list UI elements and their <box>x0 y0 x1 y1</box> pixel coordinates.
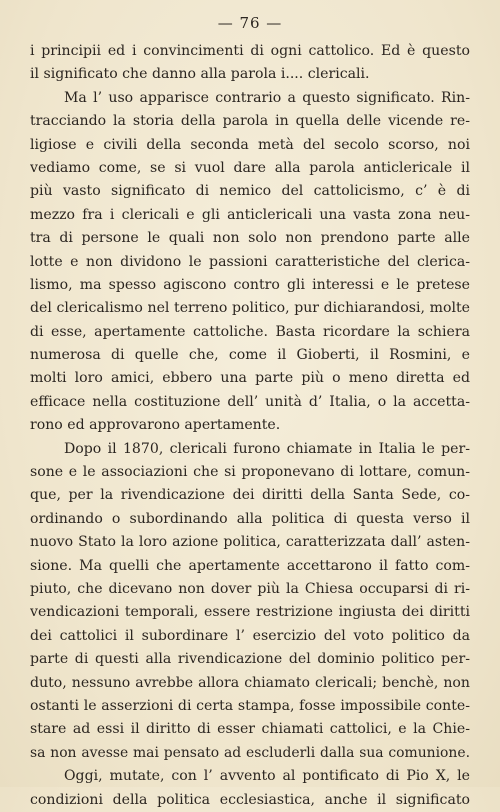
text-line: sone e le associazioni che si proponevano di lottare, comun- <box>30 464 470 481</box>
text-line: rono ed approvarono apertamente. <box>30 417 281 434</box>
text-line: sione. Ma quelli che apertamente accettarono il fatto com- <box>30 557 470 574</box>
text-line: il significato che danno alla parola i.... clericali. <box>30 66 370 83</box>
text-line: ordinando o subordinando alla politica di questa verso il <box>30 510 470 527</box>
text-line: stare ad essi il diritto di esser chiamati cattolici, e la Chie- <box>30 721 470 738</box>
text-line: tracciando la storia della parola in quella delle vicende re- <box>30 113 470 130</box>
text-line: lismo, ma spesso agiscono contro gli interessi e le pretese <box>30 276 470 293</box>
text-line: ligiose e civili della seconda metà del secolo scorso, noi <box>30 136 470 153</box>
text-line: del clericalismo nel terreno politico, pur dichiarandosi, molte <box>30 300 470 317</box>
text-line: di esse, apertamente cattoliche. Basta ricordare la schiera <box>30 323 470 340</box>
text-line: ostanti le asserzioni di certa stampa, fosse impossibile conte- <box>30 697 470 714</box>
text-line: que, per la rivendicazione dei diritti della Santa Sede, co- <box>30 487 470 504</box>
text-line: piuto, che dicevano non dover più la Chiesa occuparsi di ri- <box>30 580 470 597</box>
text-line: vendicazioni temporali, essere restrizione ingiusta dei diritti <box>30 604 470 621</box>
text-line: numerosa di quelle che, come il Gioberti, il Rosmini, e <box>30 347 470 364</box>
text-line: efficace nella costituzione dell’ unità d’ Italia, o la accetta- <box>30 393 470 410</box>
text-line: i principii ed i convincimenti di ogni cattolico. Ed è questo <box>30 43 470 59</box>
text-line: mezzo fra i clericali e gli anticlericali una vasta zona neu- <box>30 206 470 223</box>
text-line: dei cattolici il subordinare l’ esercizio del voto politico da <box>30 627 470 644</box>
text-line: parte di questi alla rivendicazione del dominio politico per- <box>30 651 470 668</box>
text-line: lotte e non dividono le passioni caratteristiche del clerica- <box>30 253 470 270</box>
text-line: nuovo Stato la loro azione politica, caratterizzata dall’ asten- <box>30 534 470 551</box>
text-line: vediamo come, se si vuol dare alla parola anticlericale il <box>30 159 470 176</box>
text-line: Dopo il 1870, clericali furono chiamate in Italia le per- <box>64 440 470 457</box>
text-line: Oggi, mutate, con l’ avvento al pontificato di Pio X, le <box>64 768 470 785</box>
text-line: tra di persone le quali non solo non prendono parte alle <box>30 230 470 247</box>
text-line: più vasto significato di nemico del cattolicismo, c’ è di <box>30 183 470 200</box>
text-line: duto, nessuno avrebbe allora chiamato clericali; benchè, non <box>30 674 470 691</box>
text-line: Ma l’ uso apparisce contrario a questo significato. Rin- <box>64 89 470 106</box>
body-text <box>30 40 470 812</box>
text-line: sa non avesse mai pensato ad escluderli dalla sua comunione. <box>30 744 470 761</box>
page-number: — 76 — <box>217 14 283 32</box>
text-line: molti loro amici, ebbero una parte più o meno diretta ed <box>30 370 470 387</box>
text-line: condizioni della politica ecclesiastica, anche il significato <box>30 791 470 808</box>
